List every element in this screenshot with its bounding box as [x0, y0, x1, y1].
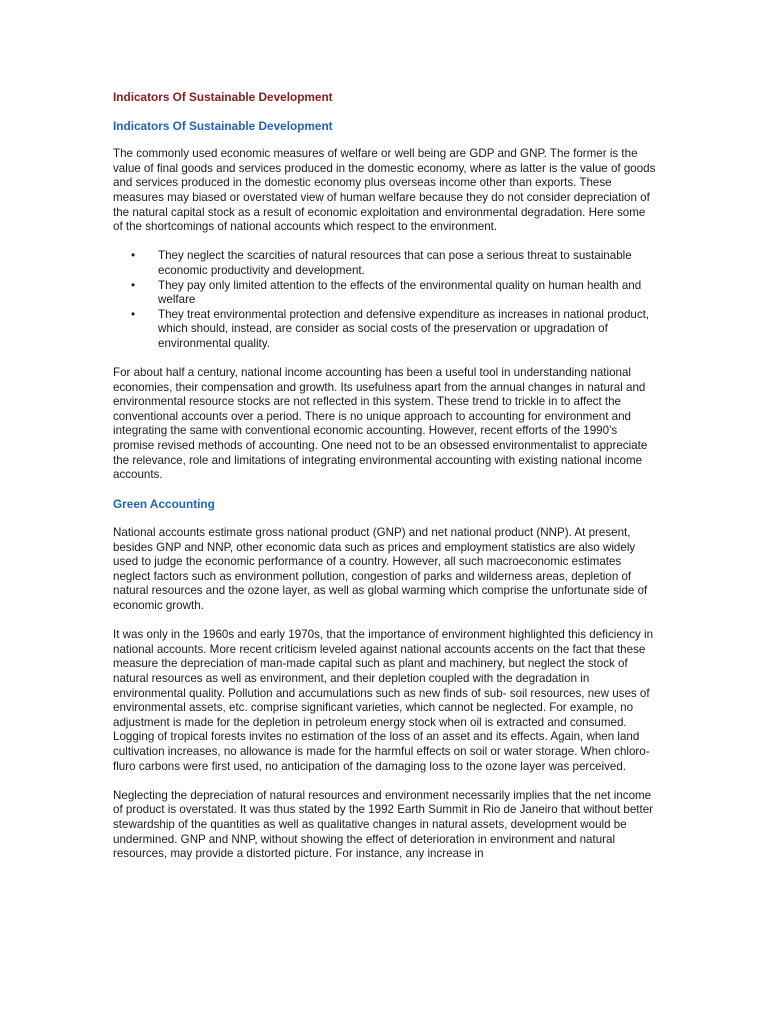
list-item — [131, 278, 658, 308]
section-heading-indicators: Indicators Of Sustainable Development — [113, 118, 333, 133]
bullet-icon: • — [131, 278, 136, 292]
list-item — [131, 307, 658, 352]
intro-paragraph: The commonly used economic measures of welfare or well being are GDP and GNP. The former is the value of final goods and services produced in the domestic economy, where as latter is the value of goods and services produced in the domestic economy plus overseas income other than exports. These measures may biased or overstated view of human welfare because they do not consider depreciation of the natural capital stock as a result of economic exploitation and environmental degradation. Here some of the shortcomings of national accounts which respect to the environment. — [113, 147, 656, 234]
document-title: Indicators Of Sustainable Development — [113, 90, 333, 104]
section-heading-green-accounting: Green Accounting — [113, 497, 215, 512]
bullet-icon: • — [131, 249, 136, 263]
accounting-paragraph: For about half a century, national income accounting has been a useful tool in understanding national economies, their compensation and growth. Its usefulness apart from the annual changes in natural and environmental resource stocks are not reflected in this system. These trend to trickle in to affect the conventional accounts over a period. There is no unique approach to accounting for environment and integrating the same with conventional economic accounting. However, recent efforts of the 1990’s promise revised methods of accounting. One need not to be an obsessed environmentalist to appreciate the relevance, role and limitations of integrating environmental accounting with existing national income accounts. — [113, 366, 648, 482]
list-item — [131, 249, 658, 278]
bullet-icon: • — [131, 307, 136, 321]
green-paragraph-2: It was only in the 1960s and early 1970s, that the importance of environment highlighted this deficiency in national accounts. More recent criticism leveled against national accounts accents on the fact that these measure the depreciation of man-made capital such as plant and machinery, but neglect the stock of natural resources as well as environment, and their depletion coupled with the degradation in environmental quality. Pollution and accumulations such as new finds of sub- soil resources, new uses of environmental assets, etc. comprise significant varieties, which cannot be neglected. For example, no adjustment is made for the depletion in petroleum energy stock when oil is extracted and consumed. Logging of tropical forests invites no estimation of the loss of an asset and its effects. Again, when land cultivation increases, no allowance is made for the harmful effects on soil or water storage. When chloro-fluro carbons were first used, no anticipation of the damaging loss to the ozone layer was perceived. — [113, 628, 654, 773]
list-item-text: They neglect the scarcities of natural resources that can pose a serious threat to sustainable economic productivity and development. — [158, 249, 632, 277]
document-page — [113, 90, 658, 876]
shortcomings-list — [113, 249, 658, 351]
green-paragraph-1: National accounts estimate gross national product (GNP) and net national product (NNP). At present, besides GNP and NNP, other economic data such as prices and employment statistics are also widely used to judge the economic performance of a country. However, all such macroeconomic estimates neglect factors such as environment pollution, congestion of parks and wilderness areas, depletion of natural resources and the ozone layer, as well as global warming which comprise the unfortunate side of economic growth. — [113, 526, 648, 612]
green-paragraph-3: Neglecting the depreciation of natural resources and environment necessarily implies that the net income of product is overstated. It was thus stated by the 1992 Earth Summit in Rio de Janeiro that without better stewardship of the quantities as well as qualitative changes in natural assets, development would be undermined. GNP and NNP, without showing the effect of deterioration in environment and natural resources, may provide a distorted picture. For instance, any increase in — [113, 788, 654, 861]
list-item-text: They treat environmental protection and defensive expenditure as increases in national product, which should, instead, are consider as social costs of the preservation or upgradation of environmental quality. — [158, 307, 650, 350]
list-item-text: They pay only limited attention to the effects of the environmental quality on human health and welfare — [158, 278, 642, 307]
